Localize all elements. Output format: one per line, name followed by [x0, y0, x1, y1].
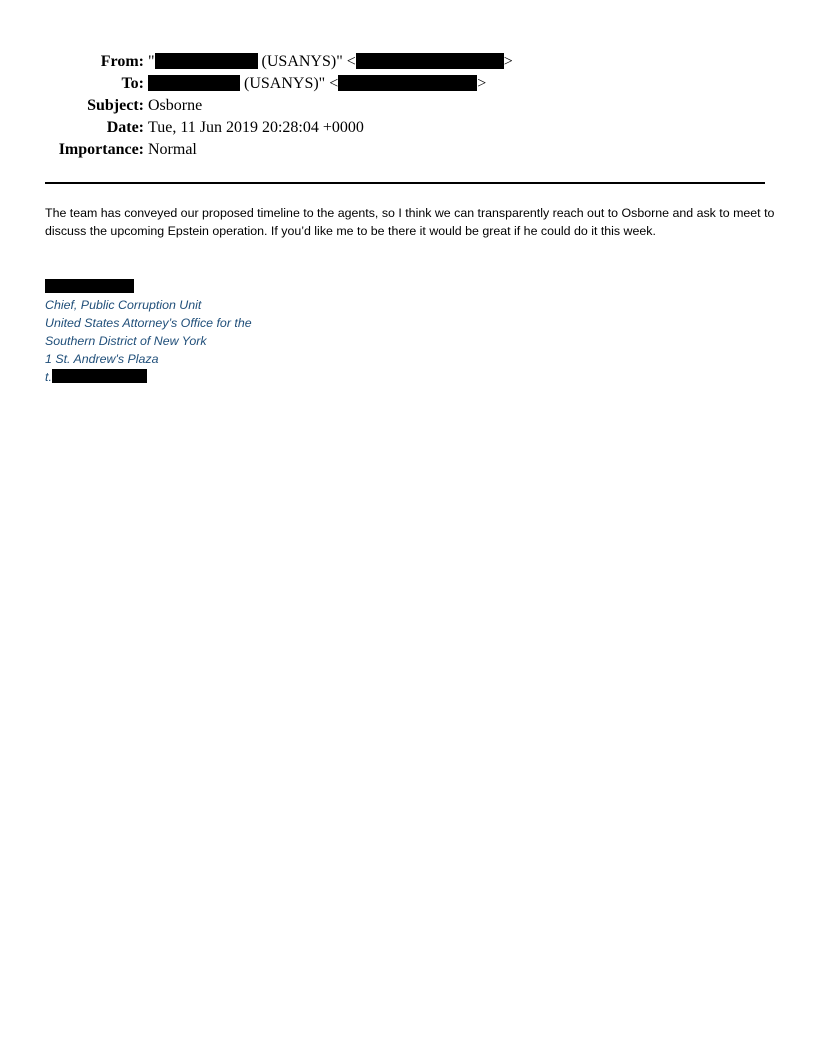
- signature-name-row: [45, 278, 252, 296]
- importance-label: Importance:: [58, 141, 144, 158]
- to-label: To:: [121, 75, 144, 92]
- date-value: Tue, 11 Jun 2019 20:28:04 +0000: [148, 119, 364, 136]
- from-label: From:: [100, 53, 144, 70]
- importance-value: Normal: [148, 141, 197, 158]
- redaction-block: [148, 75, 240, 91]
- signature-block: [45, 278, 252, 386]
- subject-row: [0, 95, 816, 117]
- signature-office-line1: United States Attorney’s Office for the: [45, 316, 252, 330]
- email-header: [0, 51, 816, 161]
- from-value: [148, 51, 513, 73]
- redaction-block: [52, 369, 147, 383]
- to-value: [148, 73, 486, 95]
- redaction-block: [45, 279, 134, 293]
- signature-phone-row: [45, 368, 252, 386]
- from-close: >: [503, 53, 513, 70]
- to-row: [0, 73, 816, 95]
- phone-prefix: t.: [45, 370, 52, 384]
- signature-title: Chief, Public Corruption Unit: [45, 298, 202, 312]
- from-quote: ": [148, 53, 155, 70]
- redaction-block: [356, 53, 504, 69]
- from-row: [0, 51, 816, 73]
- date-row: [0, 117, 816, 139]
- to-org: (USANYS)" <: [240, 75, 339, 92]
- signature-office-line2: Southern District of New York: [45, 334, 207, 348]
- header-divider: [45, 182, 765, 184]
- redaction-block: [155, 53, 258, 69]
- importance-row: [0, 139, 816, 161]
- to-close: >: [477, 75, 487, 92]
- redaction-block: [338, 75, 477, 91]
- date-label: Date:: [106, 119, 144, 136]
- signature-address: 1 St. Andrew's Plaza: [45, 352, 159, 366]
- subject-label: Subject:: [87, 97, 144, 114]
- message-body: The team has conveyed our proposed timeline to the agents, so I think we can transparently reach out to Osborne and ask to meet to discuss the upcoming Epstein operation. If you’d like me to be there it would be great if he could do it this week.: [45, 206, 775, 238]
- subject-value: Osborne: [148, 97, 203, 114]
- from-org: (USANYS)" <: [257, 53, 356, 70]
